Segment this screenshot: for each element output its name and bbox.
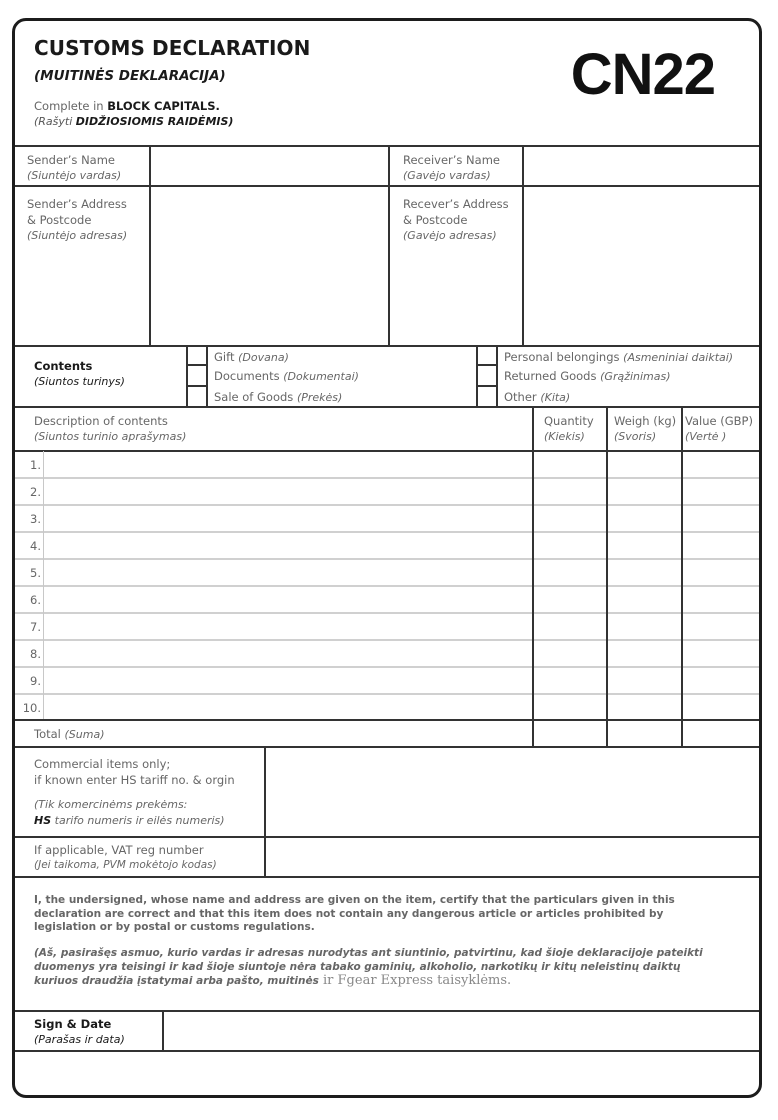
hs-tariff-field[interactable] xyxy=(267,748,762,835)
col-header-value xyxy=(685,413,753,444)
quantity-field[interactable] xyxy=(534,480,605,504)
gift-checkbox[interactable] xyxy=(188,347,208,365)
option-documents xyxy=(214,369,359,383)
description-field[interactable] xyxy=(45,507,531,531)
option-label-lt: (Grąžinimas) xyxy=(600,370,671,383)
declaration-text: I, the undersigned, whose name and address are given on the item, certify that the particulars given in this declaration are correct and that this item does not contain any dangerous article or articles prohibited by legislation or by postal or customs regulations. xyxy=(34,894,675,933)
row-number: 2. xyxy=(30,485,41,499)
label-text: Total xyxy=(34,727,65,741)
label-text-lt: (Siuntėjo adresas) xyxy=(27,229,128,242)
commercial-label xyxy=(34,756,235,788)
sign-date-label xyxy=(34,1016,125,1047)
receiver-address-label xyxy=(403,196,509,243)
declaration-text-lt xyxy=(34,947,724,989)
label-text: Value (GBP) xyxy=(685,414,753,428)
col-header-quantity xyxy=(544,413,594,444)
option-gift xyxy=(214,350,289,364)
description-field[interactable] xyxy=(45,534,531,558)
quantity-field[interactable] xyxy=(534,453,605,477)
form-title: CUSTOMS DECLARATION xyxy=(34,36,311,60)
description-field[interactable] xyxy=(45,588,531,612)
weight-field[interactable] xyxy=(608,453,680,477)
weight-field[interactable] xyxy=(608,588,680,612)
label-text: Sign & Date xyxy=(34,1017,112,1031)
sender-name-label xyxy=(27,152,121,183)
table-row xyxy=(15,640,762,667)
returned-goods-checkbox[interactable] xyxy=(478,366,498,384)
quantity-field[interactable] xyxy=(534,615,605,639)
option-label: Documents xyxy=(214,369,284,383)
table-row xyxy=(15,559,762,586)
option-label-lt: (Prekės) xyxy=(296,391,343,404)
label-text: Sender’s Address xyxy=(27,197,127,211)
row-number: 10. xyxy=(22,701,41,715)
row-number: 7. xyxy=(30,620,41,634)
signature-field[interactable] xyxy=(165,1012,762,1049)
weight-field[interactable] xyxy=(608,642,680,666)
option-label: Sale of Goods xyxy=(214,390,297,404)
quantity-field[interactable] xyxy=(534,669,605,693)
vat-number-field[interactable] xyxy=(267,838,762,875)
total-label xyxy=(34,726,105,742)
weight-field[interactable] xyxy=(608,696,680,720)
quantity-field[interactable] xyxy=(534,561,605,585)
sender-address-field[interactable] xyxy=(152,187,387,344)
instruction-lt-bold: DIDŽIOSIOMIS RAIDĖMIS) xyxy=(75,115,234,128)
option-returned-goods xyxy=(504,369,671,383)
col-header-description xyxy=(34,413,186,444)
description-field[interactable] xyxy=(45,669,531,693)
label-text-lt: tarifo numeris ir eilės numeris) xyxy=(51,814,225,827)
divider xyxy=(149,145,151,345)
divider xyxy=(388,145,390,345)
description-field[interactable] xyxy=(45,480,531,504)
option-label-lt: (Asmeniniai daiktai) xyxy=(623,351,734,364)
value-field[interactable] xyxy=(683,480,762,504)
instruction-text-lt xyxy=(34,115,233,128)
label-text: Commercial items only; xyxy=(34,757,171,771)
other-checkbox[interactable] xyxy=(478,387,498,405)
label-text-lt: (Gavėjo adresas) xyxy=(403,229,497,242)
row-number: 1. xyxy=(30,458,41,472)
option-label: Other xyxy=(504,390,541,404)
description-field[interactable] xyxy=(45,642,531,666)
quantity-field[interactable] xyxy=(534,588,605,612)
description-field[interactable] xyxy=(45,561,531,585)
label-text-lt: (Tik komercinėms prekėms: xyxy=(34,798,188,811)
value-field[interactable] xyxy=(683,507,762,531)
label-text: Recever’s Address xyxy=(403,197,509,211)
row-number: 3. xyxy=(30,512,41,526)
hs-text: HS xyxy=(34,814,52,827)
divider xyxy=(162,1010,164,1050)
label-text: If applicable, VAT reg number xyxy=(34,843,204,857)
form-subtitle: (MUITINĖS DEKLARACIJA) xyxy=(34,68,226,84)
value-field[interactable] xyxy=(683,588,762,612)
label-text-lt: (Kiekis) xyxy=(544,430,585,443)
divider xyxy=(15,345,762,347)
description-field[interactable] xyxy=(45,453,531,477)
label-text-lt: (Siuntėjo vardas) xyxy=(27,169,122,182)
table-row xyxy=(15,613,762,640)
label-text-lt: (Suma) xyxy=(64,728,105,741)
option-label-lt: (Dovana) xyxy=(238,351,289,364)
receiver-name-label xyxy=(403,152,500,183)
label-text: & Postcode xyxy=(403,213,468,227)
divider xyxy=(264,746,266,876)
value-field[interactable] xyxy=(683,615,762,639)
documents-checkbox[interactable] xyxy=(188,366,208,384)
instruction-bold: BLOCK CAPITALS. xyxy=(107,99,220,113)
divider xyxy=(15,406,762,408)
description-field[interactable] xyxy=(45,696,531,720)
value-field[interactable] xyxy=(683,696,762,720)
label-text-lt: (Svoris) xyxy=(614,430,657,443)
option-sale-of-goods xyxy=(214,390,342,404)
table-row xyxy=(15,667,762,694)
value-field[interactable] xyxy=(683,561,762,585)
table-row xyxy=(15,532,762,559)
cn22-form xyxy=(12,18,762,1098)
label-text: Sender’s Name xyxy=(27,153,115,167)
total-value-field[interactable] xyxy=(683,721,762,745)
label-text-lt: (Vertė ) xyxy=(685,430,727,443)
quantity-field[interactable] xyxy=(534,507,605,531)
label-text: Weigh (kg) xyxy=(614,414,677,428)
table-row xyxy=(15,451,762,478)
option-other xyxy=(504,390,570,404)
divider xyxy=(15,876,762,878)
option-label: Personal belongings xyxy=(504,350,624,364)
row-number: 9. xyxy=(30,674,41,688)
label-text: Description of contents xyxy=(34,414,168,428)
declaration-lt-tail: ir Fgear Express taisyklėms. xyxy=(318,973,512,988)
option-label: Gift xyxy=(214,350,239,364)
value-field[interactable] xyxy=(683,453,762,477)
vat-label xyxy=(34,842,217,873)
table-row xyxy=(15,478,762,505)
label-text: Contents xyxy=(34,359,93,373)
sale-of-goods-checkbox[interactable] xyxy=(188,387,208,405)
label-text-lt: (Siuntos turinys) xyxy=(34,375,125,388)
row-number: 4. xyxy=(30,539,41,553)
total-weight-field[interactable] xyxy=(608,721,680,745)
quantity-field[interactable] xyxy=(534,534,605,558)
option-personal-belongings xyxy=(504,350,733,364)
row-number: 8. xyxy=(30,647,41,661)
instruction-text xyxy=(34,99,220,113)
instruction-prefix: Complete in xyxy=(34,99,108,113)
divider xyxy=(522,145,524,345)
value-field[interactable] xyxy=(683,534,762,558)
instruction-lt-prefix: (Rašyti xyxy=(34,115,76,128)
option-label-lt: (Dokumentai) xyxy=(283,370,359,383)
quantity-field[interactable] xyxy=(534,642,605,666)
contents-label xyxy=(34,358,125,389)
weight-field[interactable] xyxy=(608,480,680,504)
label-text: Receiver’s Name xyxy=(403,153,500,167)
label-text-lt: (Parašas ir data) xyxy=(34,1033,125,1046)
label-text-lt: (Jei taikoma, PVM mokėtojo kodas) xyxy=(34,859,217,871)
table-row xyxy=(15,694,762,721)
sender-address-label xyxy=(27,196,127,243)
declaration-lt-body: (Aš, pasirašęs asmuo, kurio vardas ir adresas nurodytas ant siuntinio, patvirtinu, kad šioje deklaracijoje pateikti duomenys yra teisingi ir kad šioje siuntoje nėra tabako gaminių, alkoholio, narkotikų ir kitų neleistinų daiktų kuriuos draudžia įstatymai arba pašto, muitinės xyxy=(34,947,703,987)
weight-field[interactable] xyxy=(608,534,680,558)
label-text: & Postcode xyxy=(27,213,92,227)
divider xyxy=(15,1050,762,1052)
receiver-address-field[interactable] xyxy=(525,187,762,344)
row-number: 5. xyxy=(30,566,41,580)
personal-belongings-checkbox[interactable] xyxy=(478,347,498,365)
receiver-name-field[interactable] xyxy=(525,147,762,184)
form-code: CN22 xyxy=(570,42,715,107)
label-text: if known enter HS tariff no. & orgin xyxy=(34,773,235,787)
option-label: Returned Goods xyxy=(504,369,601,383)
description-field[interactable] xyxy=(45,615,531,639)
value-field[interactable] xyxy=(683,642,762,666)
weight-field[interactable] xyxy=(608,615,680,639)
total-quantity-field[interactable] xyxy=(534,721,605,745)
table-row xyxy=(15,586,762,613)
table-row xyxy=(15,505,762,532)
commercial-label-lt xyxy=(34,797,225,829)
weight-field[interactable] xyxy=(608,669,680,693)
option-label-lt: (Kita) xyxy=(540,391,571,404)
sender-name-field[interactable] xyxy=(152,147,387,184)
label-text: Quantity xyxy=(544,414,594,428)
value-field[interactable] xyxy=(683,669,762,693)
label-text-lt: (Siuntos turinio aprašymas) xyxy=(34,430,187,443)
weight-field[interactable] xyxy=(608,561,680,585)
weight-field[interactable] xyxy=(608,507,680,531)
col-header-weight xyxy=(614,413,676,444)
quantity-field[interactable] xyxy=(534,696,605,720)
row-number: 6. xyxy=(30,593,41,607)
label-text-lt: (Gavėjo vardas) xyxy=(403,169,491,182)
